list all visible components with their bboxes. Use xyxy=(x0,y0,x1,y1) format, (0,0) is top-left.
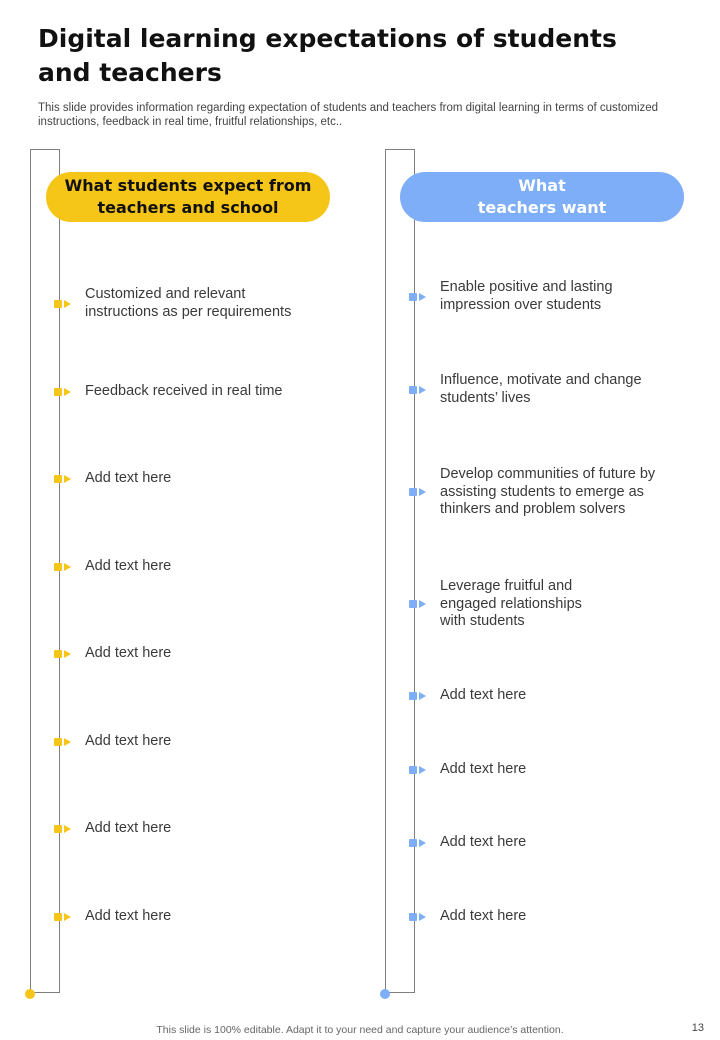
list-item xyxy=(54,383,354,401)
arrow-bullet-icon xyxy=(409,486,431,498)
list-item-text: Add text here xyxy=(440,687,527,703)
list-item xyxy=(409,578,709,631)
list-item xyxy=(409,834,709,852)
page-subtitle: This slide provides information regarding expectation of students and teachers from digital learning in terms of customized instructions, feedback in real time, fruitful relationships, etc.. xyxy=(38,102,659,128)
list-item-text: Add text here xyxy=(85,470,172,486)
arrow-bullet-icon xyxy=(54,736,76,748)
list-item xyxy=(54,908,354,926)
arrow-bullet-icon xyxy=(54,473,76,485)
list-item-text: Add text here xyxy=(440,908,527,924)
arrow-bullet-icon xyxy=(409,598,431,610)
list-item-text: Add text here xyxy=(440,761,527,777)
arrow-bullet-icon xyxy=(409,911,431,923)
teachers-header xyxy=(400,172,684,222)
page-title: Digital learning expectations of students and teachers xyxy=(38,24,617,87)
list-item xyxy=(54,558,354,576)
arrow-bullet-icon xyxy=(409,384,431,396)
students-header-label: What students expect from teachers and school xyxy=(64,176,312,217)
list-item-text: Add text here xyxy=(85,645,172,661)
list-item-text: Feedback received in real time xyxy=(85,383,283,399)
arrow-bullet-icon xyxy=(54,561,76,573)
arrow-bullet-icon xyxy=(54,648,76,660)
list-item-text: Add text here xyxy=(440,834,527,850)
list-item-text: Add text here xyxy=(85,733,172,749)
list-item-text: Leverage fruitful and engaged relationships with students xyxy=(440,578,582,629)
arrow-bullet-icon xyxy=(54,823,76,835)
arrow-bullet-icon xyxy=(54,911,76,923)
timeline-dot-right xyxy=(380,989,390,999)
list-item xyxy=(409,279,709,314)
arrow-bullet-icon xyxy=(409,837,431,849)
list-item xyxy=(409,908,709,926)
list-item-text: Customized and relevant instructions as per requirements xyxy=(85,286,292,320)
list-item xyxy=(409,687,709,705)
list-item xyxy=(409,761,709,779)
list-item-text: Enable positive and lasting impression over students xyxy=(440,279,613,313)
list-item-text: Add text here xyxy=(85,908,172,924)
list-item xyxy=(409,466,709,519)
list-item-text: Add text here xyxy=(85,820,172,836)
teachers-header-label: What teachers want xyxy=(477,176,607,217)
arrow-bullet-icon xyxy=(54,298,76,310)
list-item-text: Influence, motivate and change students’ lives xyxy=(440,372,642,406)
list-item xyxy=(409,372,709,407)
arrow-bullet-icon xyxy=(54,386,76,398)
list-item xyxy=(54,286,354,321)
list-item-text: Add text here xyxy=(85,558,172,574)
timeline-rail-right xyxy=(385,149,415,993)
list-item xyxy=(54,820,354,838)
arrow-bullet-icon xyxy=(409,764,431,776)
students-header xyxy=(46,172,330,222)
page-number: 13 xyxy=(691,1022,704,1034)
list-item-text: Develop communities of future by assisting students to emerge as thinkers and problem solvers xyxy=(440,466,656,517)
list-item xyxy=(54,733,354,751)
list-item xyxy=(54,470,354,488)
arrow-bullet-icon xyxy=(409,291,431,303)
list-item xyxy=(54,645,354,663)
arrow-bullet-icon xyxy=(409,690,431,702)
footer-note: This slide is 100% editable. Adapt it to your need and capture your audience’s attention. xyxy=(156,1024,564,1036)
timeline-dot-left xyxy=(25,989,35,999)
